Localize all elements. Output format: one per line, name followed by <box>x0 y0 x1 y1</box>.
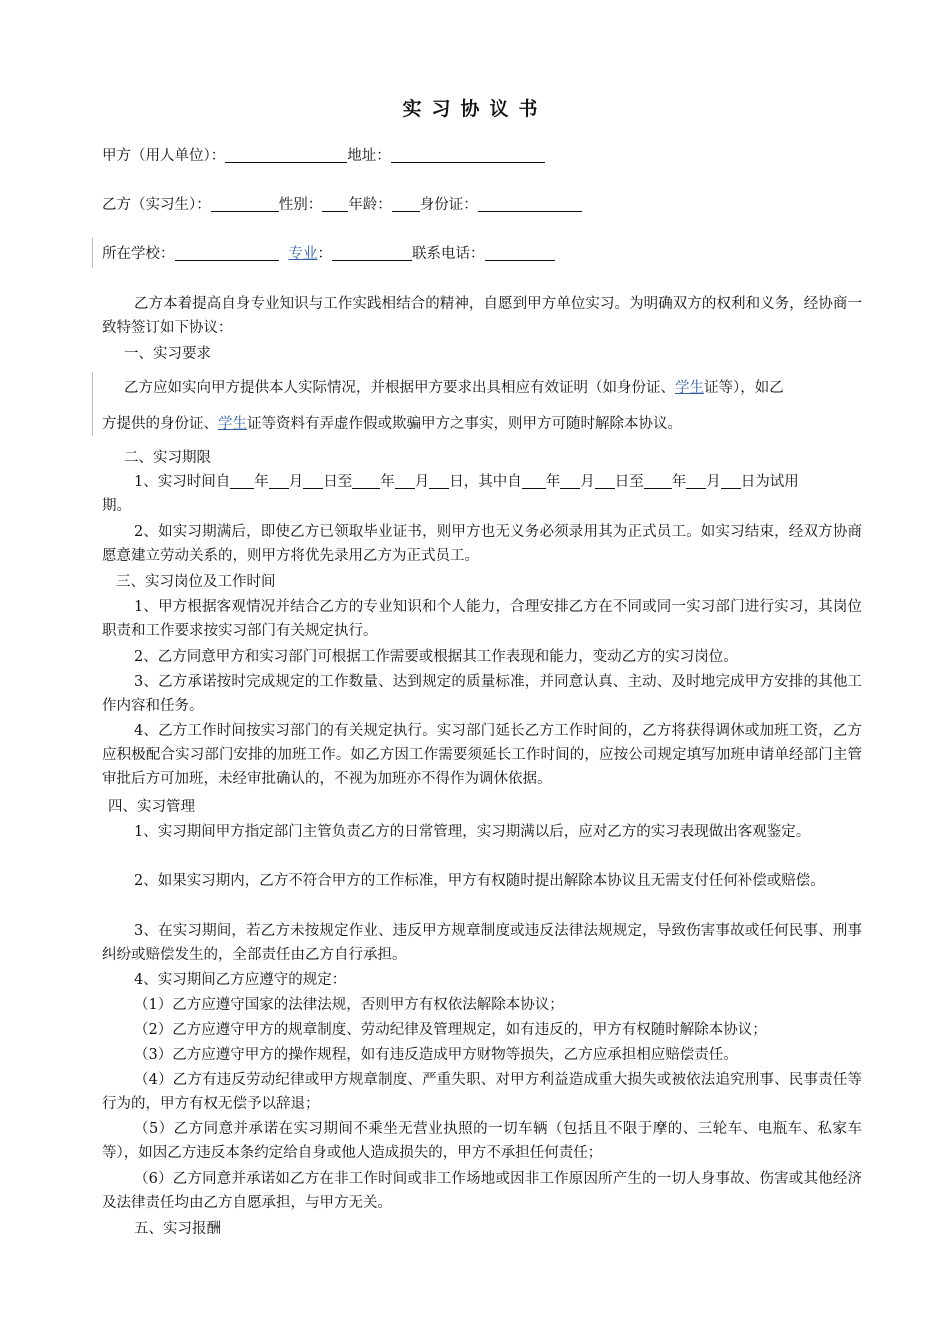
section-4-clause-4: 4、实习期间乙方应遵守的规定： <box>134 972 347 988</box>
party-b-name-blank[interactable] <box>211 195 279 212</box>
major-blank[interactable] <box>332 244 412 261</box>
party-a-name-blank[interactable] <box>225 146 347 163</box>
clause-text: 月 <box>706 474 721 490</box>
party-a-line <box>102 146 872 166</box>
student-link[interactable]: 学生 <box>218 416 247 432</box>
rule-4: （4）乙方有违反劳动纪律或甲方规章制度、严重失职、对甲方利益造成重大损失或被依法追究刑事、民事责任等行为的，甲方有权无偿予以辞退； <box>102 1072 862 1112</box>
section-2-clause-1-end: 期。 <box>102 498 131 514</box>
rule-5: （5）乙方同意并承诺在实习期间不乘坐无营业执照的一切车辆（包括且不限于摩的、三轮车、电瓶车、私家车等），如因乙方违反本条约定给自身或他人造成损失的，甲方不承担任何责任； <box>102 1121 862 1161</box>
id-label: 身份证： <box>419 197 478 213</box>
date-blank[interactable] <box>522 472 546 489</box>
section-2-heading: 二、实习期限 <box>124 450 211 466</box>
section-3-clause-3: 3、乙方承诺按时完成规定的工作数量、达到规定的质量标准，并同意认真、主动、及时地完成甲方安排的其他工作内容和任务。 <box>102 674 862 714</box>
clause-text: 年 <box>254 474 269 490</box>
gender-blank[interactable] <box>322 195 348 212</box>
major-colon: ： <box>317 246 332 262</box>
school-blank[interactable] <box>175 244 279 261</box>
clause-text: 日，其中自 <box>449 474 522 490</box>
clause-text: 年 <box>671 474 687 490</box>
section-4-heading: 四、实习管理 <box>108 799 195 815</box>
age-label: 年龄： <box>348 197 392 213</box>
section-1-text: 方提供的身份证、 <box>102 416 218 432</box>
date-blank[interactable] <box>721 472 741 489</box>
section-5-heading: 五、实习报酬 <box>134 1221 221 1237</box>
student-link[interactable]: 学生 <box>675 380 704 396</box>
rule-2: （2）乙方应遵守甲方的规章制度、劳动纪律及管理规定，如有违反的，甲方有权随时解除本协议； <box>134 1022 767 1038</box>
date-blank[interactable] <box>303 472 323 489</box>
intro-paragraph: 乙方本着提高自身专业知识与工作实践相结合的精神，自愿到甲方单位实习。为明确双方的权利和义务，经协商一致特签订如下协议： <box>102 296 862 336</box>
revision-bar <box>92 372 93 436</box>
revision-bar <box>92 238 93 268</box>
clause-text: 日为试用 <box>740 474 799 490</box>
section-3-clause-2: 2、乙方同意甲方和实习部门可根据工作需要或根据其工作表现和能力，变动乙方的实习岗位。 <box>134 649 738 665</box>
section-1-text: 证等），如乙 <box>704 380 784 396</box>
section-1-line-2 <box>102 414 872 434</box>
gender-label: 性别： <box>278 197 323 213</box>
school-line <box>102 244 872 264</box>
clause-text: 年 <box>545 474 561 490</box>
school-label: 所在学校： <box>102 246 175 262</box>
address-label: 地址： <box>347 148 391 164</box>
phone-label: 联系电话： <box>412 246 485 262</box>
clause-text: 月 <box>288 474 304 490</box>
date-blank[interactable] <box>595 472 615 489</box>
section-2-clause-2: 2、如实习期满后，即使乙方已领取毕业证书，则甲方也无义务必须录用其为正式员工。如实习结束，经双方协商愿意建立劳动关系的，则甲方将优先录用乙方为正式员工。 <box>102 524 862 564</box>
date-blank[interactable] <box>560 472 580 489</box>
section-3-clause-1: 1、甲方根据客观情况并结合乙方的专业知识和个人能力，合理安排乙方在不同或同一实习部门进行实习，其岗位职责和工作要求按实习部门有关规定执行。 <box>102 599 862 639</box>
section-4-clause-3: 3、在实习期间，若乙方未按规定作业、违反甲方规章制度或违反法律法规规定，导致伤害事故或任何民事、刑事纠纷或赔偿发生的，全部责任由乙方自行承担。 <box>102 923 862 963</box>
party-b-label: 乙方（实习生）： <box>102 197 211 213</box>
rule-3: （3）乙方应遵守甲方的操作规程，如有违反造成甲方财物等损失，乙方应承担相应赔偿责任。 <box>134 1047 738 1063</box>
section-4-clause-2: 2、如果实习期内，乙方不符合甲方的工作标准，甲方有权随时提出解除本协议且无需支付任何补偿或赔偿。 <box>134 873 825 889</box>
date-blank[interactable] <box>269 472 289 489</box>
age-blank[interactable] <box>392 195 420 212</box>
section-1-text: 证等资料有弄虚作假或欺骗甲方之事实，则甲方可随时解除本协议。 <box>247 416 682 432</box>
party-b-line <box>102 195 872 215</box>
date-blank[interactable] <box>686 472 706 489</box>
clause-text: 日至 <box>614 474 644 490</box>
phone-blank[interactable] <box>485 244 555 261</box>
id-blank[interactable] <box>478 195 582 212</box>
rule-6: （6）乙方同意并承诺如乙方在非工作时间或非工作场地或因非工作原因所产生的一切人身事故、伤害或其他经济及法律责任均由乙方自愿承担，与甲方无关。 <box>102 1171 862 1211</box>
date-blank[interactable] <box>352 472 380 489</box>
clause-text: 日至 <box>323 474 353 490</box>
section-1-text: 乙方应如实向甲方提供本人实际情况，并根据甲方要求出具相应有效证明（如身份证、 <box>124 380 675 396</box>
clause-text: 1、实习时间自 <box>134 474 231 490</box>
section-1-heading: 一、实习要求 <box>124 346 211 362</box>
section-4-clause-1: 1、实习期间甲方指定部门主管负责乙方的日常管理，实习期满以后，应对乙方的实习表现做出客观鉴定。 <box>134 824 811 840</box>
rule-1: （1）乙方应遵守国家的法律法规，否则甲方有权依法解除本协议； <box>134 997 564 1013</box>
clause-text: 年 <box>380 474 395 490</box>
document-title: 实习协议书 <box>402 98 548 120</box>
date-blank[interactable] <box>230 472 254 489</box>
party-a-label: 甲方（用人单位）： <box>102 148 226 164</box>
clause-text: 月 <box>414 474 430 490</box>
section-3-clause-4: 4、乙方工作时间按实习部门的有关规定执行。实习部门延长乙方工作时间的，乙方将获得调休或加班工资，乙方应积极配合实习部门安排的加班工作。如乙方因工作需要须延长工作时间的，应按公司规定填写加班申请单经部门主管审批后方可加班，未经审批确认的，不视为加班亦不得作为调休依据。 <box>102 723 862 787</box>
section-1-line-1 <box>102 378 894 398</box>
address-blank[interactable] <box>391 146 545 163</box>
date-blank[interactable] <box>644 472 672 489</box>
section-3-heading: 三、实习岗位及工作时间 <box>116 574 276 590</box>
section-2-clause-1 <box>102 472 904 492</box>
clause-text: 月 <box>580 474 595 490</box>
major-link[interactable]: 专业 <box>288 246 318 262</box>
date-blank[interactable] <box>395 472 415 489</box>
date-blank[interactable] <box>429 472 449 489</box>
